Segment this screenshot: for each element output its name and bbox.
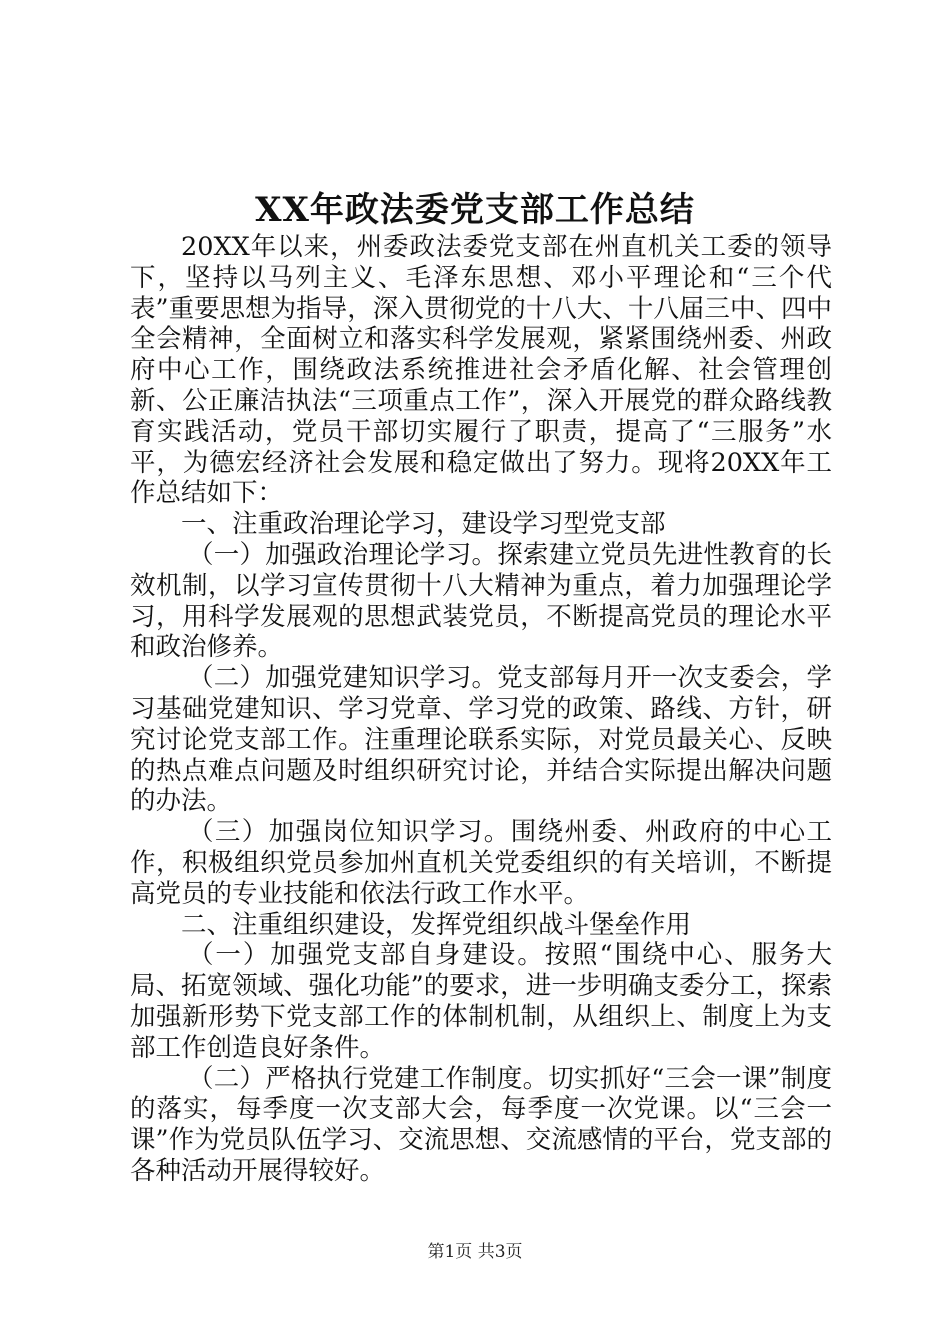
document-body	[130, 232, 832, 1187]
document-title: XX年政法委党支部工作总结	[255, 190, 695, 230]
section-heading-2: 二、注重组织建设，发挥党组织战斗堡垒作用	[181, 909, 692, 940]
intro-paragraph: 20XX年以来，州委政法委党支部在州直机关工委的领导下，坚持以马列主义、毛泽东思想、邓小平理论和“三个代表”重要思想为指导，深入贯彻党的十八大、十八届三中、四中全会精神，全面树立和落实科学发展观，紧紧围绕州委、州政府中心工作，围绕政法系统推进社会矛盾化解、社会管理创新、公正廉洁执法“三项重点工作”，深入开展党的群众路线教育实践活动，党员干部切实履行了职责，提高了“三服务”水平，为德宏经济社会发展和稳定做出了努力。现将20XX年工作总结如下：	[130, 232, 832, 509]
section-1-item-2: （二）加强党建知识学习。党支部每月开一次支委会，学习基础党建知识、学习党章、学习党的政策、路线、方针，研究讨论党支部工作。注重理论联系实际，对党员最关心、反映的热点难点问题及时组织研究讨论，并结合实际提出解决问题的办法。	[130, 663, 832, 817]
section-1-item-1: （一）加强政治理论学习。探索建立党员先进性教育的长效机制，以学习宣传贯彻十八大精神为重点，着力加强理论学习，用科学发展观的思想武装党员，不断提高党员的理论水平和政治修养。	[130, 539, 832, 663]
section-1-item-3: （三）加强岗位知识学习。围绕州委、州政府的中心工作，积极组织党员参加州直机关党委组织的有关培训，不断提高党员的专业技能和依法行政工作水平。	[130, 817, 832, 909]
section-heading-1: 一、注重政治理论学习，建设学习型党支部	[181, 509, 666, 540]
page-number: 第1页 共3页	[427, 1242, 523, 1262]
section-2-item-1: （一）加强党支部自身建设。按照“围绕中心、服务大局、拓宽领域、强化功能”的要求，进一步明确支委分工，探索加强新形势下党支部工作的体制机制，从组织上、制度上为支部工作创造良好条件。	[130, 940, 832, 1063]
section-2-item-2: （二）严格执行党建工作制度。切实抓好“三会一课”制度的落实，每季度一次支部大会，每季度一次党课。以“三会一课”作为党员队伍学习、交流思想、交流感情的平台，党支部的各种活动开展得较好。	[130, 1063, 832, 1186]
